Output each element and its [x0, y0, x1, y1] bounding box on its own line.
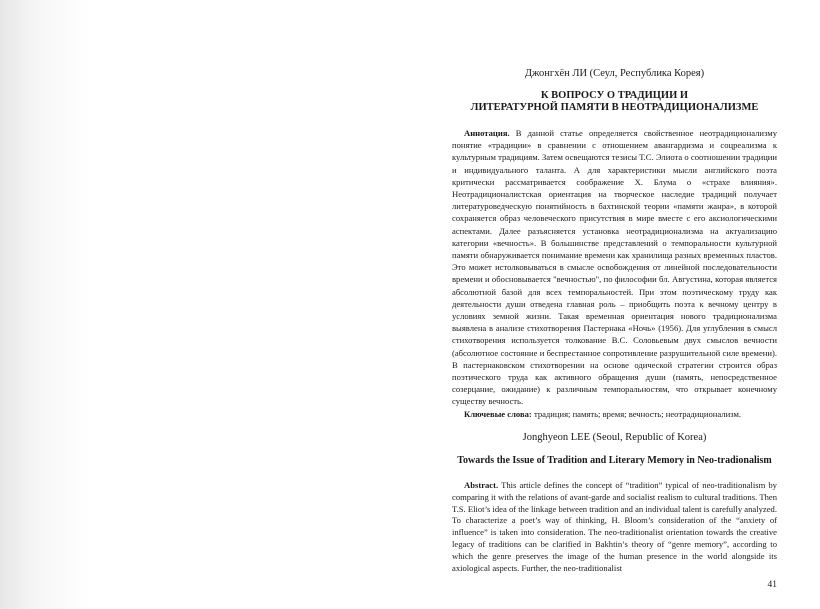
author-russian: Джонгхён ЛИ (Сеул, Республика Корея) [524, 68, 705, 79]
abstract-russian-label: Аннотация. [464, 128, 510, 138]
abstract-russian-text: В данной статье определяется свойственное неотрадиционализму понятие «традиции» в сравнении с отношением авангардизма и соцреализма к культурным традициям. Затем освещаются тезисы Т.С. Элиота о соотношении традиции и индивидуального таланта. А для характеристики мысли английского поэта критически рассматривается соображение Х. Блума о «страхе влияния». Неотрадиционалистская ориентация на творческое наследие традиций получает литературоведческую понятийность в бахтинской теории «памяти жанра», в которой сохраняется образ человеческого присутствия в мире вместе с его аксиологическими аспектами. Далее разъясняется установка неотрадиционализма на актуализацию категории «вечность». В большинстве представлений о темпоральности культурной памяти обнаруживается понимание времени как хранилища разных временных пластов. Это может истолковываться в смысле освобождения от линейной последовательности времени и обосновывается "вечностью", по философии бл. Августина, которая является абсолютной базой для всех темпоральностей. При этом поэтическому труду как деятельности души отведена главная роль – приобщить поэта к вечному центру в условиях земной жизни. Такая временная ориентация нового традиционализма выявлена в анализе стихотворения Пастернака «Ночь» (1956). Для углубления в смысл стихотворения используется толкование В.С. Соловьевым двух смыслов вечности (абсолютное состояние и беспрестанное сопротивление разрушительной силе времени). В пастернаковском стихотворении на основе одической стратегии строится образ поэтического труда как активного обращения души (память, непосредственное созерцание, ожидание) к различным темпоральностям, что открывает конечному существу вечность. [452, 128, 777, 407]
keywords-russian-label: Ключевые слова: [464, 409, 532, 419]
page-number: 41 [767, 580, 777, 590]
keywords-russian [452, 408, 777, 420]
abstract-english [452, 480, 777, 574]
text-column [452, 0, 777, 609]
title-russian-line2: ЛИТЕРАТУРНОЙ ПАМЯТИ В НЕОТРАДИЦИОНАЛИЗМЕ [470, 102, 759, 113]
title-english: Towards the Issue of Tradition and Literary Memory in Neo-tradionalism [457, 455, 772, 466]
title-russian [452, 90, 777, 114]
page-gutter-shadow [0, 0, 90, 609]
abstract-english-label: Abstract. [464, 480, 499, 490]
keywords-russian-text: традиция; память; время; вечность; неотрадиционализм. [533, 409, 742, 419]
abstract-english-text: This article defines the concept of “tradition” typical of neo-traditionalism by comparing it with the relations of avant-garde and socialist realism to cultural traditions. Then T.S. Eliot’s idea of the linkage between tradition and an individual talent is carefully analyzed. To characterize a poet’s way of thinking, H. Bloom’s consideration of the “anxiety of influence” is taken into consideration. The neo-traditionalist orientation towards the creative legacy of traditions can be clarified in Bakhtin’s theory of “genre memory”, according to which the genre preserves the image of the human presence in the world alongside its axiological aspects. Further, the neo-traditionalist [452, 480, 777, 573]
title-russian-line1: К ВОПРОСУ О ТРАДИЦИИ И [540, 90, 689, 101]
author-english: Jonghyeon LEE (Seoul, Republic of Korea) [522, 432, 707, 443]
abstract-russian [452, 127, 777, 408]
